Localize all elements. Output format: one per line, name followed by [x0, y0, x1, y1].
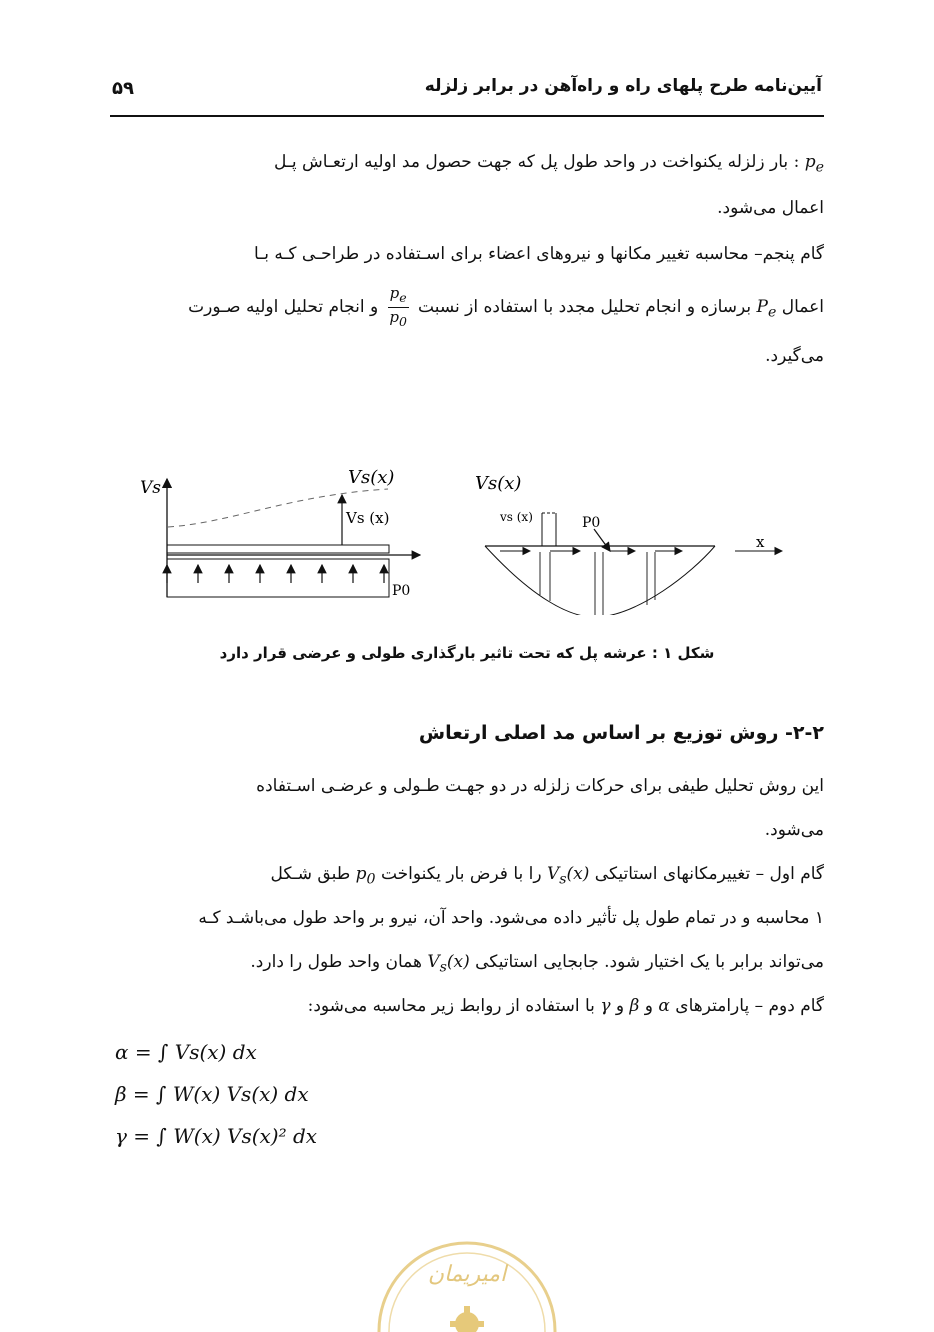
step2-text-b: با استفاده از روابط زیر محاسبه می‌شود: [307, 996, 595, 1016]
gamma-symbol: γ [600, 996, 611, 1016]
right-curve-label: Vs(x) [475, 473, 522, 494]
page-number: ۵۹ [112, 78, 134, 99]
right-load-label: P0 [582, 515, 601, 531]
right-axis-label: x [756, 533, 765, 551]
bridge-deck-figure [120, 455, 800, 615]
equation-gamma: γ = ∫ W(x) Vs(x)² dx [115, 1124, 318, 1148]
left-load-box [167, 559, 389, 597]
equation-alpha: α = ∫ Vs(x) dx [115, 1040, 257, 1064]
vs-x-symbol: $V_s(x)$ [546, 864, 590, 888]
left-arrow-label: Vs (x) [346, 509, 390, 527]
p0-symbol: $p_0$ [355, 864, 376, 888]
step5-line3: می‌گیرد. [765, 346, 824, 366]
beta-symbol: β [629, 996, 640, 1016]
watermark-text: امیریمان [427, 1262, 507, 1287]
vs-x-symbol-2: $V_s(x)$ [427, 952, 470, 976]
step1-line3 [164, 950, 824, 979]
header-rule [110, 115, 824, 117]
watermark-logo [372, 1236, 562, 1332]
step1-line3-text-a: می‌تواند برابر با یک اختیار شود. جابجایی استاتیکی [475, 952, 824, 972]
left-load-arrows [167, 565, 384, 583]
section-title: ۲-۲- روش توزیع بر اساس مد اصلی ارتعاش [418, 722, 824, 744]
gear-icon [450, 1306, 484, 1332]
section-intro-line1: این روش تحلیل طیفی برای حرکات زلزله در دو جهـت طـولی و عرضـی اسـتفاده [256, 776, 824, 796]
section-intro-line2: می‌شود. [764, 820, 824, 840]
left-axis-label: Vs [140, 478, 162, 498]
step2-and-1: و [644, 996, 653, 1016]
left-load-label: P0 [392, 583, 411, 599]
alpha-symbol: α [658, 996, 670, 1016]
step2-text-a: گام دوم – پارامترهای [675, 996, 824, 1016]
step5-text-c: و انجام تحلیل اولیه صـورت [188, 297, 379, 317]
right-mode-shape [485, 546, 715, 615]
step1-text-a: گام اول – تغییرمکانهای استاتیکی [594, 864, 824, 884]
paragraph-pe-definition [110, 150, 824, 179]
pe-over-p0-fraction: $\frac{p_e}{p_0}$ [389, 284, 407, 329]
figure-caption: شکل ۱ : عرشه پل که تحت تاثیر بارگذاری طولی و عرضی قرار دارد [219, 644, 715, 662]
step1-text-c: طبق شـکل [270, 864, 351, 884]
pe-symbol: $p_e$ [804, 152, 824, 176]
step5-line2 [110, 284, 824, 331]
step5-line1: گام پنجم– محاسبه تغییر مکانها و نیروهای اعضاء برای اسـتفاده در طراحـی کـه بـا [254, 244, 824, 264]
left-deck-top [167, 545, 389, 553]
right-load-pointer [594, 529, 610, 551]
step1-line3-text-b: همان واحد طول را دارد. [250, 952, 422, 972]
paragraph-pe-line2: اعمال می‌شود. [717, 198, 824, 218]
running-title: آیین‌نامه طرح پلهای راه و راه‌آهن در برابر زلزله [424, 76, 822, 96]
step1-line2: ۱ محاسبه و در تمام طول پل تأثیر داده می‌شود. واحد آن، نیرو بر واحد طول می‌باشـد کـه [198, 908, 824, 928]
right-small-label: vs (x) [500, 510, 533, 524]
step2-line [164, 994, 824, 1018]
pe-definition-text: : بار زلزله یکنواخت در واحد طول پل که جهت حصول مد اولیه ارتعـاش پـل [273, 152, 800, 172]
step2-and-2: و [615, 996, 625, 1016]
step1-line1 [164, 862, 824, 891]
step5-text-b: برسازه و انجام تحلیل مجدد با استفاده از نسبت [418, 297, 752, 317]
step5-text-a: اعمال [781, 297, 824, 317]
step1-text-b: را با فرض بار یکنواخت [380, 864, 542, 884]
Pe-symbol: $P_e$ [756, 297, 777, 321]
left-curve-label: Vs(x) [348, 467, 395, 488]
equation-beta: β = ∫ W(x) Vs(x) dx [115, 1082, 309, 1106]
